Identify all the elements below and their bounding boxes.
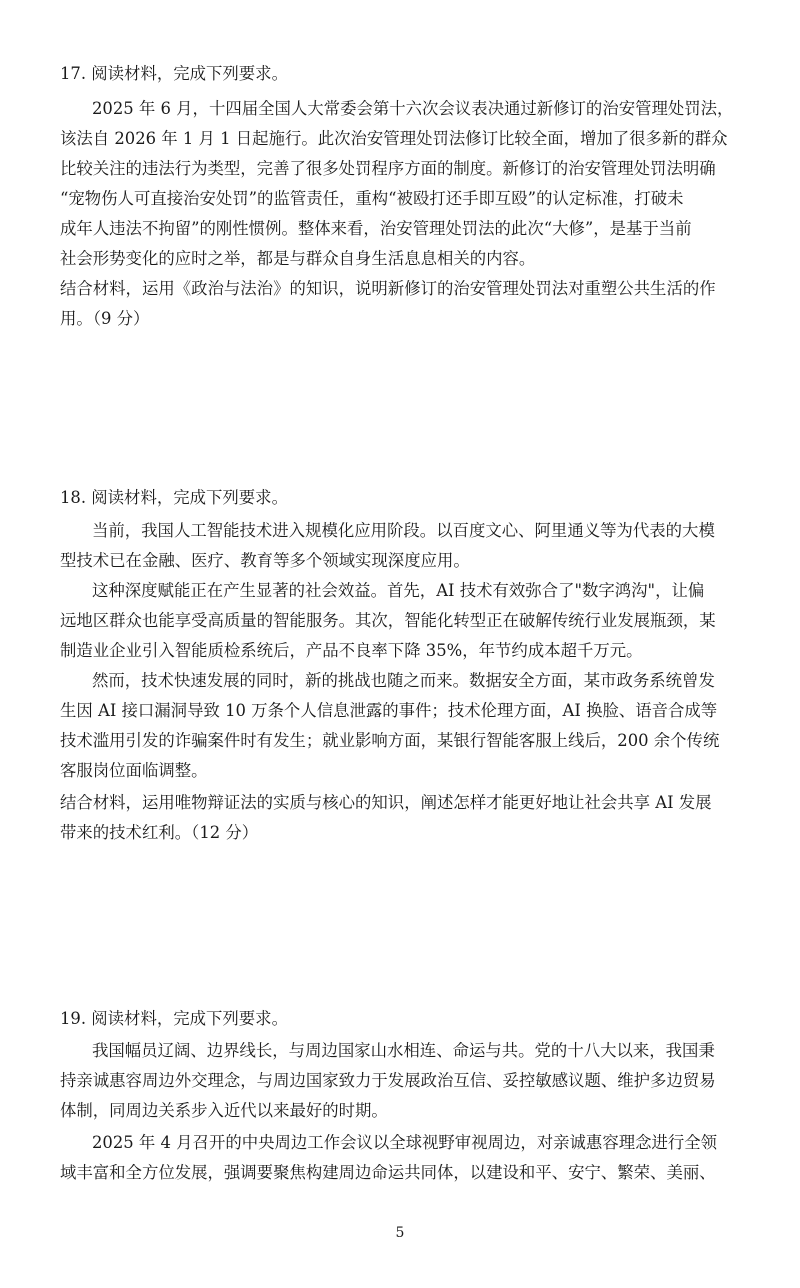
q19-para1-line: 持亲诚惠容周边外交理念，与周边国家致力于发展政治互信、妥控敏感议题、维护多边贸易 (60, 1071, 716, 1090)
q18-para3-line: 然而，技术快速发展的同时，新的挑战也随之而来。数据安全方面，某市政务系统曾发 (92, 671, 715, 690)
q19-title: 19. 阅读材料，完成下列要求。 (60, 1009, 288, 1028)
q19-para2-line: 域丰富和全方位发展，强调要聚焦构建周边命运共同体，以建设和平、安宁、繁荣、美丽、 (60, 1163, 716, 1182)
q17-material-line: 该法自 2026 年 1 月 1 日起施行。此次治安管理处罚法修订比较全面，增加了很多新的群众 (60, 129, 728, 148)
q18-para3-line: 技术滥用引发的诈骗案件时有发生；就业影响方面，某银行智能客服上线后，200 余个传统 (60, 731, 720, 750)
q17-question-line: 结合材料，运用《政治与法治》的知识，说明新修订的治安管理处罚法对重塑公共生活的作 (60, 279, 716, 298)
q17-material-line: 比较关注的违法行为类型，完善了很多处罚程序方面的制度。新修订的治安管理处罚法明确 (60, 159, 716, 178)
q18-title: 18. 阅读材料，完成下列要求。 (60, 488, 288, 507)
q17-material-line: 2025 年 6 月，十四届全国人大常委会第十六次会议表决通过新修订的治安管理处罚法， (92, 99, 734, 118)
q18-para2-line: 制造业企业引入智能质检系统后，产品不良率下降 35%，年节约成本超千万元。 (60, 641, 643, 660)
q19-para1-line: 我国幅员辽阔、边界线长，与周边国家山水相连、命运与共。党的十八大以来，我国秉 (92, 1041, 715, 1060)
q19-para2-line: 2025 年 4 月召开的中央周边工作会议以全球视野审视周边，对亲诚惠容理念进行全领 (92, 1133, 718, 1152)
q17-material-line: 社会形势变化的应时之举，都是与群众自身生活息息相关的内容。 (60, 249, 536, 268)
q17-material-line: 成年人违法不拘留”的刚性惯例。整体来看，治安管理处罚法的此次“大修”，是基于当前 (60, 219, 692, 238)
q18-question-line: 结合材料，运用唯物辩证法的实质与核心的知识，阐述怎样才能更好地让社会共享 AI 发展 (60, 793, 712, 812)
q18-para1-line: 当前，我国人工智能技术进入规模化应用阶段。以百度文心、阿里通义等为代表的大模 (92, 521, 715, 540)
q18-para1-line: 型技术已在金融、医疗、教育等多个领域实现深度应用。 (60, 551, 470, 570)
q18-para3-line: 客服岗位面临调整。 (60, 761, 208, 780)
q18-para3-line: 生因 AI 接口漏洞导致 10 万条个人信息泄露的事件；技术伦理方面，AI 换脸、语音合成等 (60, 701, 718, 720)
q17-title: 17. 阅读材料，完成下列要求。 (60, 64, 288, 83)
q18-para2-line: 远地区群众也能享受高质量的智能服务。其次，智能化转型正在破解传统行业发展瓶颈，某 (60, 611, 716, 630)
q18-question-line: 带来的技术红利。（12 分） (60, 823, 259, 842)
page-number: 5 (395, 1225, 405, 1241)
q19-para1-line: 体制，同周边关系步入近代以来最好的时期。 (60, 1101, 388, 1120)
q18-para2-line: 这种深度赋能正在产生显著的社会效益。首先，AI 技术有效弥合了"数字鸿沟"，让偏 (92, 581, 705, 600)
q17-question-line: 用。（9 分） (60, 309, 150, 328)
q17-material-line: “宠物伤人可直接治安处罚”的监管责任，重构“被殴打还手即互殴”的认定标准，打破未 (60, 189, 684, 208)
